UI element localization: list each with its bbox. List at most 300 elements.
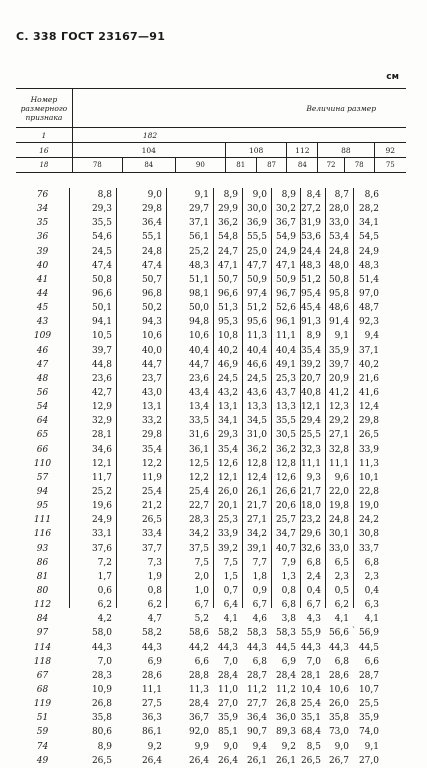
table-cell: 47,1: [217, 260, 238, 271]
table-row: [16, 527, 406, 541]
feature-number: 119: [33, 699, 52, 710]
table-cell: 86,1: [141, 727, 162, 738]
table-cell: 56,1: [188, 232, 209, 243]
table-row: [16, 188, 406, 202]
table-cell: 18,0: [300, 501, 321, 512]
table-cell: 95,8: [328, 289, 349, 300]
table-cell: 43,2: [217, 388, 238, 399]
table-cell: 95,3: [217, 317, 238, 328]
table-cell: 39,1: [246, 543, 267, 554]
feature-number: 65: [36, 430, 49, 441]
table-cell: 58,3: [246, 628, 267, 639]
table-cell: 30,8: [358, 529, 379, 540]
feature-number: 34: [36, 204, 49, 215]
table-cell: 31,6: [188, 430, 209, 441]
table-cell: 28,6: [328, 670, 349, 681]
feature-number: 56: [36, 388, 49, 399]
table-cell: 94,1: [91, 317, 112, 328]
table-cell: 1,8: [252, 571, 267, 582]
height-value: 182: [72, 128, 406, 143]
table-cell: 95,6: [246, 317, 267, 328]
table-cell: 58,6: [188, 628, 209, 639]
table-cell: 44,2: [188, 642, 209, 653]
table-cell: 28,1: [91, 430, 112, 441]
table-cell: 96,8: [141, 289, 162, 300]
table-cell: 54,6: [91, 232, 112, 243]
table-cell: 35,1: [300, 713, 321, 724]
table-cell: 6,9: [281, 656, 296, 667]
table-cell: 7,7: [252, 557, 267, 568]
table-cell: 44,3: [246, 642, 267, 653]
feature-number: 36: [36, 232, 49, 243]
table-cell: 11,2: [275, 684, 296, 695]
table-cell: 50,0: [188, 303, 209, 314]
table-cell: 25,2: [188, 246, 209, 257]
table-cell: 8,4: [306, 190, 321, 201]
table-cell: 4,6: [252, 614, 267, 625]
feature-number: 74: [36, 741, 49, 752]
table-cell: 6,2: [97, 600, 112, 611]
table-cell: 96,6: [91, 289, 112, 300]
table-cell: 74,0: [358, 727, 379, 738]
table-cell: 9,0: [223, 741, 238, 752]
table-cell: 20,9: [328, 373, 349, 384]
table-cell: 36,3: [141, 713, 162, 724]
table-cell: 48,3: [188, 260, 209, 271]
table-cell: 33,4: [141, 529, 162, 540]
table-cell: 6,4: [223, 600, 238, 611]
table-cell: 13,1: [217, 402, 238, 413]
feature-number: 43: [36, 317, 49, 328]
table-cell: 50,9: [275, 274, 296, 285]
table-cell: 26,4: [188, 755, 209, 766]
table-cell: 33,5: [188, 416, 209, 427]
table-cell: 26,4: [141, 755, 162, 766]
table-cell: 40,2: [217, 345, 238, 356]
table-cell: 6,8: [252, 656, 267, 667]
table-cell: 2,0: [194, 571, 209, 582]
table-cell: 24,4: [300, 246, 321, 257]
table-cell: 10,7: [358, 684, 379, 695]
table-cell: 29,8: [358, 416, 379, 427]
table-cell: 28,6: [141, 670, 162, 681]
table-cell: 48,3: [358, 260, 379, 271]
table-row: [16, 386, 406, 400]
feature-number: 57: [36, 472, 49, 483]
table-cell: 19,6: [91, 501, 112, 512]
table-cell: 12,6: [217, 458, 238, 469]
waist-col-4: 81: [225, 158, 256, 173]
table-cell: 50,7: [217, 274, 238, 285]
table-cell: 36,9: [246, 218, 267, 229]
table-cell: 19,8: [328, 501, 349, 512]
table-cell: 11,9: [141, 472, 162, 483]
table-cell: 24,8: [141, 246, 162, 257]
table-cell: 39,2: [217, 543, 238, 554]
table-row: [16, 598, 406, 612]
table-cell: 2,3: [334, 571, 349, 582]
table-cell: 94,3: [141, 317, 162, 328]
waist-col-3: 90: [175, 158, 225, 173]
table-cell: 28,0: [328, 204, 349, 215]
feature-number: 86: [36, 557, 49, 568]
table-cell: 8,7: [334, 190, 349, 201]
table-cell: 34,7: [275, 529, 296, 540]
table-cell: 40,4: [275, 345, 296, 356]
table-cell: 0,8: [147, 586, 162, 596]
table-cell: 25,5: [300, 430, 321, 441]
table-cell: 26,7: [328, 755, 349, 766]
table-cell: 11,1: [328, 458, 349, 469]
table-cell: 44,7: [188, 359, 209, 370]
table-cell: 54,8: [217, 232, 238, 243]
table-row: [16, 372, 406, 386]
table-row: [16, 683, 406, 697]
table-cell: 29,8: [141, 204, 162, 215]
table-cell: 11,2: [246, 684, 267, 695]
table-cell: 11,3: [188, 684, 209, 695]
table-cell: 6,6: [194, 656, 209, 667]
table-cell: 12,4: [358, 402, 379, 413]
table-cell: 9,4: [364, 331, 379, 342]
table-cell: 36,2: [275, 444, 296, 455]
table-row: [16, 344, 406, 358]
table-cell: 52,6: [275, 303, 296, 314]
table-cell: 43,6: [246, 388, 267, 399]
table-cell: 34,2: [188, 529, 209, 540]
table-cell: 25,7: [275, 515, 296, 526]
table-cell: 12,9: [91, 402, 112, 413]
table-cell: 36,1: [188, 444, 209, 455]
table-cell: 32,6: [300, 543, 321, 554]
table-cell: 51,2: [246, 303, 267, 314]
chest-108: 108: [225, 143, 287, 158]
table-row: [16, 428, 406, 442]
table-cell: 12,2: [141, 458, 162, 469]
feature-number: 67: [36, 670, 49, 681]
table-cell: 6,8: [281, 600, 296, 611]
table-cell: 19,0: [358, 501, 379, 512]
table-cell: 21,7: [246, 501, 267, 512]
table-cell: 54,9: [275, 232, 296, 243]
table-cell: 30,5: [275, 430, 296, 441]
table-cell: 44,5: [275, 642, 296, 653]
table-cell: 58,2: [217, 628, 238, 639]
table-cell: 4,1: [223, 614, 238, 625]
table-cell: 27,2: [300, 204, 321, 215]
feature-number: 95: [36, 501, 49, 512]
table-cell: 94,8: [188, 317, 209, 328]
table-cell: 27,0: [358, 755, 379, 766]
table-cell: 91,3: [300, 317, 321, 328]
table-cell: 29,6: [300, 529, 321, 540]
table-cell: 39,2: [300, 359, 321, 370]
table-row: [16, 485, 406, 499]
table-cell: 9,1: [364, 741, 379, 752]
table-cell: 43,7: [275, 388, 296, 399]
table-cell: 7,3: [147, 557, 162, 568]
table-cell: 36,7: [275, 218, 296, 229]
table-cell: 11,1: [300, 458, 321, 469]
table-cell: 43,4: [188, 388, 209, 399]
table-cell: 28,3: [91, 670, 112, 681]
table-row: [16, 669, 406, 683]
table-cell: 35,4: [300, 345, 321, 356]
table-cell: 97,4: [246, 289, 267, 300]
table-cell: 73,0: [328, 727, 349, 738]
table-cell: 37,1: [188, 218, 209, 229]
unit-label: см: [386, 72, 399, 82]
table-cell: 37,7: [141, 543, 162, 554]
table-cell: 23,2: [300, 515, 321, 526]
table-cell: 9,0: [252, 190, 267, 201]
table-cell: 47,7: [246, 260, 267, 271]
table-cell: 47,4: [141, 260, 162, 271]
table-row: [16, 499, 406, 513]
table-cell: 26,0: [328, 699, 349, 710]
table-cell: 24,5: [246, 373, 267, 384]
table-cell: 24,9: [275, 246, 296, 257]
table-cell: 30,1: [328, 529, 349, 540]
table-cell: 48,3: [300, 260, 321, 271]
table-cell: 40,7: [275, 543, 296, 554]
table-cell: 33,1: [91, 529, 112, 540]
table-row: [16, 612, 406, 626]
table-cell: 35,9: [358, 713, 379, 724]
table-cell: 34,6: [91, 444, 112, 455]
waist-col-6: 84: [287, 158, 318, 173]
table-cell: 33,0: [328, 218, 349, 229]
table-cell: 56,6: [328, 628, 349, 639]
table-cell: 10,5: [91, 331, 112, 342]
table-cell: 44,3: [141, 642, 162, 653]
table-cell: 6,7: [252, 600, 267, 611]
table-cell: 36,2: [246, 444, 267, 455]
table-cell: 24,5: [91, 246, 112, 257]
table-cell: 91,4: [328, 317, 349, 328]
table-cell: 1,0: [194, 586, 209, 596]
table-cell: 33,7: [358, 543, 379, 554]
table-cell: 11,3: [358, 458, 379, 469]
table-cell: 55,5: [246, 232, 267, 243]
table-cell: 20,7: [300, 373, 321, 384]
table-cell: 29,2: [328, 416, 349, 427]
feature-number: 109: [33, 331, 52, 342]
table-cell: 30,2: [275, 204, 296, 215]
table-cell: 50,9: [246, 274, 267, 285]
table-cell: 31,9: [300, 218, 321, 229]
table-row: [16, 202, 406, 216]
table-cell: 1,9: [147, 571, 162, 582]
table-cell: 40,0: [141, 345, 162, 356]
table-cell: 58,3: [275, 628, 296, 639]
table-cell: 8,9: [306, 331, 321, 342]
table-row: [16, 414, 406, 428]
table-cell: 10,4: [300, 684, 321, 695]
table-cell: 49,1: [275, 359, 296, 370]
table-cell: 48,0: [328, 260, 349, 271]
table-cell: 35,9: [328, 345, 349, 356]
feature-number: 118: [33, 656, 52, 667]
table-cell: 55,9: [300, 628, 321, 639]
table-cell: 2,3: [364, 571, 379, 582]
table-cell: 13,1: [141, 402, 162, 413]
table-cell: 32,8: [328, 444, 349, 455]
table-row: [16, 358, 406, 372]
table-cell: 27,5: [141, 699, 162, 710]
table-cell: 33,9: [358, 444, 379, 455]
table-cell: 58,0: [91, 628, 112, 639]
table-cell: 37,5: [188, 543, 209, 554]
table-cell: 36,0: [275, 713, 296, 724]
table-cell: 35,8: [328, 713, 349, 724]
table-cell: 6,7: [194, 600, 209, 611]
table-cell: 6,2: [147, 600, 162, 611]
table-cell: 46,6: [246, 359, 267, 370]
table-cell: 7,5: [194, 557, 209, 568]
table-cell: 28,2: [358, 204, 379, 215]
table-row: [16, 513, 406, 527]
table-cell: 92,3: [358, 317, 379, 328]
table-cell: 0,6: [97, 586, 112, 596]
table-cell: 95,4: [300, 289, 321, 300]
table-cell: 50,2: [141, 303, 162, 314]
table-row: [16, 739, 406, 753]
table-cell: 26,6: [275, 487, 296, 498]
table-cell: 6,8: [306, 557, 321, 568]
table-cell: 11,1: [141, 684, 162, 695]
table-cell: 13,3: [275, 402, 296, 413]
table-row: [16, 443, 406, 457]
waist-col-9: 75: [374, 158, 406, 173]
table-cell: 46,9: [217, 359, 238, 370]
table-cell: 26,5: [300, 755, 321, 766]
table-cell: 45,4: [300, 303, 321, 314]
table-cell: 36,7: [188, 713, 209, 724]
table-cell: 51,1: [188, 274, 209, 285]
table-cell: 4,1: [364, 614, 379, 625]
row-label-16: 16: [16, 143, 72, 158]
feature-number: 80: [36, 586, 49, 596]
table-cell: 48,6: [328, 303, 349, 314]
table-cell: 24,8: [328, 515, 349, 526]
table-cell: 12,8: [246, 458, 267, 469]
table-cell: 23,6: [188, 373, 209, 384]
table-cell: 0,5: [334, 586, 349, 596]
table-cell: 40,4: [246, 345, 267, 356]
table-cell: 26,5: [141, 515, 162, 526]
table-cell: 23,7: [141, 373, 162, 384]
feature-number: 35: [36, 218, 49, 229]
table-cell: 9,2: [281, 741, 296, 752]
table-cell: 97,0: [358, 289, 379, 300]
table-cell: 20,6: [275, 501, 296, 512]
waist-col-1: 78: [72, 158, 122, 173]
table-cell: 44,3: [328, 642, 349, 653]
table-cell: 12,4: [246, 472, 267, 483]
feature-number: 112: [33, 600, 52, 611]
table-cell: 35,4: [217, 444, 238, 455]
table-cell: 54,5: [358, 232, 379, 243]
table-cell: 35,4: [141, 444, 162, 455]
table-cell: 47,4: [91, 260, 112, 271]
table-row: [16, 230, 406, 244]
table-cell: 58,2: [141, 628, 162, 639]
table-cell: 27,1: [328, 430, 349, 441]
table-cell: 44,7: [141, 359, 162, 370]
feature-number: 44: [36, 289, 49, 300]
table-row: [16, 287, 406, 301]
table-cell: 96,7: [275, 289, 296, 300]
table-cell: 33,2: [141, 416, 162, 427]
table-cell: 25,4: [300, 699, 321, 710]
table-row: [16, 301, 406, 315]
table-cell: 6,8: [364, 557, 379, 568]
table-cell: 5,2: [194, 614, 209, 625]
table-row: [16, 626, 406, 640]
table-cell: 12,1: [91, 458, 112, 469]
table-row: [16, 329, 406, 343]
table-cell: 6,5: [334, 557, 349, 568]
table-cell: 80,6: [91, 727, 112, 738]
table-cell: 34,2: [246, 529, 267, 540]
feature-number: 51: [36, 713, 49, 724]
table-cell: 12,2: [188, 472, 209, 483]
waist-col-2: 84: [122, 158, 175, 173]
feature-number: 59: [36, 727, 49, 738]
table-cell: 24,8: [328, 246, 349, 257]
table-cell: 0,9: [252, 586, 267, 596]
table-cell: 98,1: [188, 289, 209, 300]
table-cell: 50,8: [328, 274, 349, 285]
table-cell: 51,4: [358, 274, 379, 285]
table-cell: 13,3: [246, 402, 267, 413]
table-cell: 26,8: [91, 699, 112, 710]
table-cell: 0,8: [281, 586, 296, 596]
table-cell: 9,3: [306, 472, 321, 483]
table-cell: 9,1: [194, 190, 209, 201]
table-cell: 25,3: [275, 373, 296, 384]
table-cell: 29,8: [141, 430, 162, 441]
table-cell: 25,4: [141, 487, 162, 498]
feature-number: 66: [36, 444, 49, 455]
table-cell: 35,8: [91, 713, 112, 724]
table-cell: 51,3: [217, 303, 238, 314]
table-cell: 44,3: [217, 642, 238, 653]
table-cell: 7,0: [223, 656, 238, 667]
feature-number: 94: [36, 487, 49, 498]
table-cell: 10,6: [328, 684, 349, 695]
table-cell: 10,6: [141, 331, 162, 342]
table-cell: 6,2: [334, 600, 349, 611]
table-cell: 12,1: [300, 402, 321, 413]
feature-number-header: Номер размерного признака: [16, 89, 72, 128]
table-cell: 40,2: [358, 359, 379, 370]
table-cell: 7,9: [281, 557, 296, 568]
data-rows: [16, 188, 406, 768]
feature-number: 110: [33, 458, 52, 469]
page-header: С. 338 ГОСТ 23167—91: [16, 30, 166, 43]
table-cell: 89,3: [275, 727, 296, 738]
chest-112: 112: [287, 143, 318, 158]
table-cell: 8,6: [364, 190, 379, 201]
table-cell: 2,4: [306, 571, 321, 582]
row-label-1: 1: [16, 128, 72, 143]
feature-number: 47: [36, 359, 49, 370]
table-cell: 29,7: [188, 204, 209, 215]
table-cell: 24,2: [358, 515, 379, 526]
table-cell: 24,5: [217, 373, 238, 384]
